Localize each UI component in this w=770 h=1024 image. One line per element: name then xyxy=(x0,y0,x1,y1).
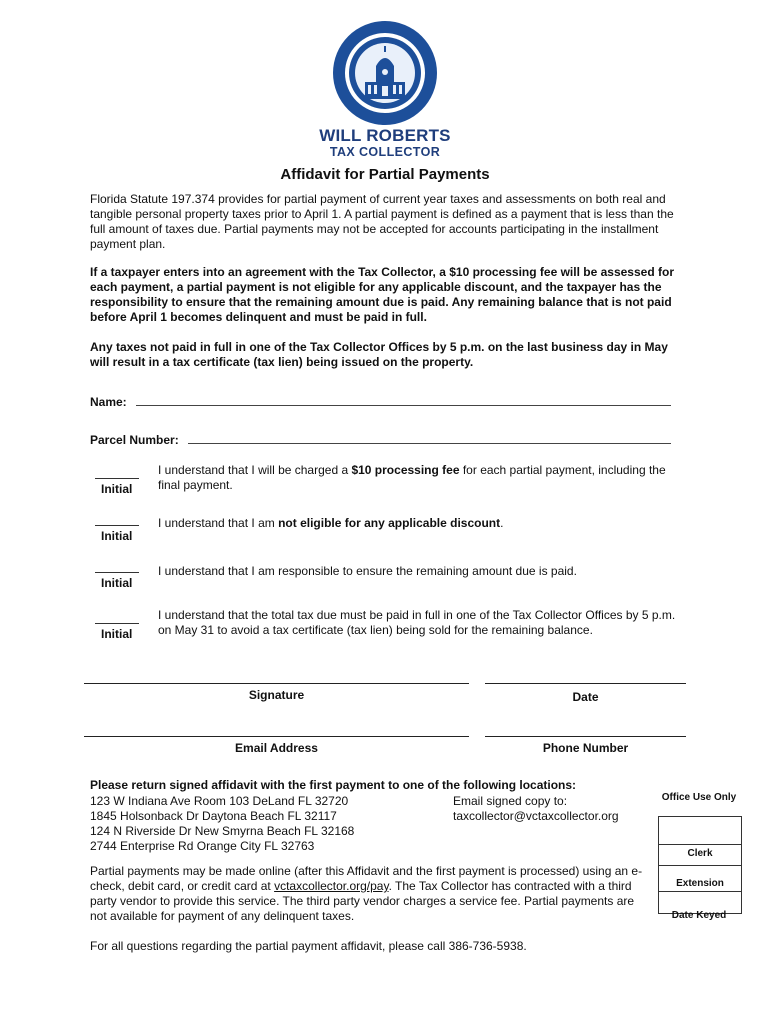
intro-paragraph: Florida Statute 197.374 provides for partial payment of current year taxes and assessments on both real and tangible personal property taxes prior to April 1. A partial payment is defined as a payment that is less than the full amount of taxes due. Partial payments may not be accepted for accounts participating in the installment payment plan. xyxy=(90,192,674,251)
address-list xyxy=(90,794,354,854)
statement-2-before: I understand that I am xyxy=(158,516,279,530)
initial-label-2: Initial xyxy=(101,529,133,543)
parcel-number-field[interactable] xyxy=(188,433,671,444)
email-copy-label: Email signed copy to: xyxy=(453,794,568,808)
statement-2-after: . xyxy=(500,516,504,530)
document-title: Affidavit for Partial Payments xyxy=(280,166,490,183)
statement-1-bold: $10 processing fee xyxy=(351,463,460,477)
statement-1-after: for each partial payment, including the final payment. xyxy=(158,463,666,492)
date-line[interactable] xyxy=(485,683,686,684)
online-payment-link[interactable]: vctaxcollector.org/pay xyxy=(274,879,389,893)
initial-label-4: Initial xyxy=(101,627,133,641)
address-daytona: 1845 Holsonback Dr Daytona Beach FL 32117 xyxy=(90,809,337,823)
signature-line[interactable] xyxy=(84,683,469,684)
office-clerk-label: Clerk xyxy=(687,848,713,859)
office-divider-1 xyxy=(659,844,741,845)
phone-number-line[interactable] xyxy=(485,736,686,737)
name-field[interactable] xyxy=(136,395,671,406)
online-text-before: Partial payments may be made online (after this Affidavit and the first payment is processed) using an e-check, debit card, or credit card at xyxy=(90,864,643,893)
address-deland: 123 W Indiana Ave Room 103 DeLand FL 32720 xyxy=(90,794,349,808)
office-divider-2 xyxy=(659,865,741,866)
tax-collector-seal-logo xyxy=(332,20,438,126)
office-divider-3 xyxy=(659,891,741,892)
statement-1-before: I understand that I will be charged a xyxy=(158,463,352,477)
return-heading: Please return signed affidavit with the first payment to one of the following locations: xyxy=(90,778,577,792)
online-text-after: . The Tax Collector has contracted with a third party vendor to provide this service. The third party vendor charges a service fee. Partial payments are not available for payment of any delinquent taxes. xyxy=(90,879,635,923)
phone-number-label: Phone Number xyxy=(542,741,629,755)
name-field-row xyxy=(90,395,671,409)
parcel-number-label: Parcel Number: xyxy=(90,433,179,447)
address-new-smyrna: 124 N Riverside Dr New Smyrna Beach FL 32168 xyxy=(90,824,355,838)
initial-statement-2 xyxy=(158,516,683,531)
office-date-keyed-label: Date Keyed xyxy=(671,910,727,921)
initial-line-3[interactable] xyxy=(95,572,139,573)
agreement-paragraph: If a taxpayer enters into an agreement with the Tax Collector, a $10 processing fee will be assessed for each payment, a partial payment is not eligible for any applicable discount, and the taxpayer has the responsibility to ensure that the remaining amount due is paid. Any remaining balance that is not paid before April 1 becomes delinquent and must be paid in full. xyxy=(90,265,674,324)
brand-subtitle: TAX COLLECTOR xyxy=(329,145,441,159)
contact-line: For all questions regarding the partial payment affidavit, please call 386-736-5938. xyxy=(90,939,527,953)
signature-label: Signature xyxy=(248,688,305,702)
initial-line-2[interactable] xyxy=(95,525,139,526)
initial-line-1[interactable] xyxy=(95,478,139,479)
parcel-field-row xyxy=(90,433,671,447)
initial-statement-3: I understand that I am responsible to ensure the remaining amount due is paid. xyxy=(158,564,577,578)
initial-label-1: Initial xyxy=(101,482,133,496)
initial-label-3: Initial xyxy=(101,576,133,590)
email-copy-address[interactable]: taxcollector@vctaxcollector.org xyxy=(453,809,619,823)
name-label: Name: xyxy=(90,395,127,409)
email-address-label: Email Address xyxy=(235,741,318,755)
address-orange-city: 2744 Enterprise Rd Orange City FL 32763 xyxy=(90,839,315,853)
statement-2-bold: not eligible for any applicable discount xyxy=(278,516,501,530)
warning-paragraph: Any taxes not paid in full in one of the Tax Collector Offices by 5 p.m. on the last business day in May will result in a tax certificate (tax lien) being issued on the property. xyxy=(90,340,668,369)
brand-name: WILL ROBERTS xyxy=(319,126,451,145)
online-payment-paragraph xyxy=(90,864,650,924)
office-extension-label: Extension xyxy=(676,878,724,889)
initial-line-4[interactable] xyxy=(95,623,139,624)
email-copy-block xyxy=(453,794,619,824)
office-use-title: Office Use Only xyxy=(661,792,737,803)
initial-statement-4: I understand that the total tax due must be paid in full in one of the Tax Collector Offices by 5 p.m. on May 31 to avoid a tax certificate (tax lien) being sold for the remaining balance. xyxy=(158,608,676,637)
office-use-box xyxy=(658,816,742,914)
date-label: Date xyxy=(572,690,599,704)
email-address-line[interactable] xyxy=(84,736,469,737)
initial-statement-1 xyxy=(158,463,683,493)
